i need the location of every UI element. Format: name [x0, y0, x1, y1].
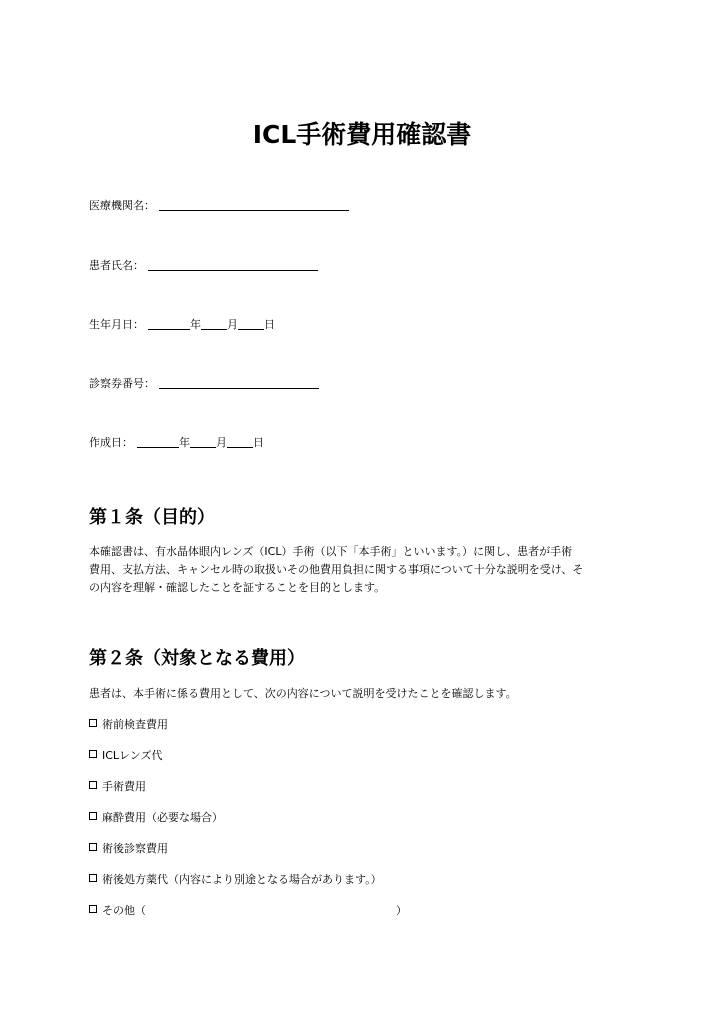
cost-item[interactable] [89, 748, 162, 764]
month-label: 月 [227, 318, 238, 331]
card-number-blank[interactable] [159, 376, 319, 389]
created-date-label: 作成日： [89, 436, 133, 449]
cost-item-other[interactable] [89, 903, 407, 919]
birthdate-field [89, 317, 275, 333]
created-year-blank[interactable] [137, 435, 179, 448]
checkbox-icon[interactable] [89, 719, 97, 727]
cost-item-label: 手術費用 [102, 780, 146, 793]
patient-field [89, 258, 318, 274]
month-label: 月 [216, 436, 227, 449]
cost-item[interactable] [89, 872, 382, 888]
cost-item-label: ICLレンズ代 [102, 749, 163, 762]
checkbox-icon[interactable] [89, 781, 97, 789]
article1-heading: 第１条（目的） [89, 507, 215, 528]
document-title: ICL手術費用確認書 [252, 120, 472, 149]
cost-item[interactable] [89, 810, 223, 826]
created-month-blank[interactable] [190, 435, 216, 448]
article2-intro: 患者は、本手術に係る費用として、次の内容について説明を受けたことを確認します。 [89, 687, 517, 700]
year-label: 年 [179, 436, 190, 449]
birthdate-label: 生年月日： [89, 318, 144, 331]
birth-month-blank[interactable] [201, 317, 227, 330]
cost-item[interactable] [89, 779, 146, 795]
cost-item-label: 麻酔費用（必要な場合） [102, 811, 223, 824]
cost-item-label: 術後処方薬代（内容により別途となる場合があります。） [102, 873, 382, 886]
cost-item-label: 術前検査費用 [102, 718, 168, 731]
birth-day-blank[interactable] [238, 317, 264, 330]
checkbox-icon[interactable] [89, 874, 97, 882]
article1-line: 本確認書は、有水晶体眼内レンズ（ICL）手術（以下「本手術」といいます。）に関し、患者が手術 [89, 545, 573, 558]
patient-label: 患者氏名： [89, 259, 144, 272]
institution-field [89, 198, 349, 214]
birth-year-blank[interactable] [148, 317, 190, 330]
cost-item-label: 術後診察費用 [102, 842, 168, 855]
checkbox-icon[interactable] [89, 750, 97, 758]
checkbox-icon[interactable] [89, 812, 97, 820]
day-label: 日 [264, 318, 275, 331]
day-label: 日 [253, 436, 264, 449]
institution-label: 医療機関名： [89, 199, 155, 212]
cost-item[interactable] [89, 717, 168, 733]
other-open-label: その他（ [102, 904, 146, 917]
patient-blank[interactable] [148, 258, 318, 271]
article1-line: の内容を理解・確認したことを証することを目的とします。 [89, 581, 386, 594]
article2-heading: 第２条（対象となる費用） [89, 648, 305, 669]
cost-item[interactable] [89, 841, 168, 857]
other-close-label: ） [396, 904, 407, 917]
checkbox-icon[interactable] [89, 905, 97, 913]
card-number-label: 診察券番号： [89, 377, 155, 390]
article1-line: 費用、支払方法、キャンセル時の取扱いその他費用負担に関する事項について十分な説明を受け、そ [89, 563, 584, 576]
card-number-field [89, 376, 319, 392]
created-day-blank[interactable] [227, 435, 253, 448]
institution-blank[interactable] [159, 198, 349, 211]
checkbox-icon[interactable] [89, 843, 97, 851]
created-date-field [89, 435, 264, 451]
year-label: 年 [190, 318, 201, 331]
article1-body [89, 543, 649, 597]
